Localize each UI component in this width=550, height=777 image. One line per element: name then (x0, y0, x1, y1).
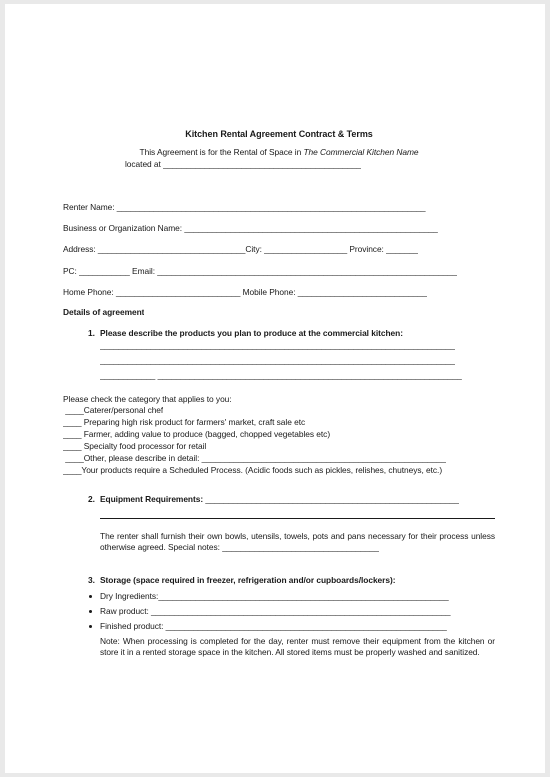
q2-answer-line[interactable]: _______________________________________________________ (205, 494, 459, 504)
category-option-high-risk[interactable]: ____ Preparing high risk product for farmers' market, craft sale etc (63, 417, 306, 427)
pc-email-field[interactable]: PC: ___________ Email: _________________________________________________________________ (63, 266, 457, 276)
category-option-farmer[interactable]: ____ Farmer, adding value to produce (bagged, chopped vegetables etc) (63, 429, 331, 439)
q2-line-row (100, 494, 459, 505)
document-title: Kitchen Rental Agreement Contract & Terms (185, 129, 373, 139)
category-prompt: Please check the category that applies to you: (63, 394, 232, 404)
phones-field[interactable]: Home Phone: ___________________________ Mobile Phone: ____________________________ (63, 287, 427, 297)
q2-label: Equipment Requirements: (100, 494, 206, 504)
q2-number: 2. (88, 494, 95, 504)
business-name-field[interactable]: Business or Organization Name: _______________________________________________________ (63, 223, 438, 233)
intro-kitchen-name: The Commercial Kitchen Name (303, 147, 419, 157)
bullet-icon (89, 625, 92, 628)
bullet-icon (89, 595, 92, 598)
q2-answer-rule (100, 518, 495, 519)
intro-prefix: This Agreement is for the Rental of Space in (139, 147, 304, 157)
storage-note: Note: When processing is completed for the day, renter must remove their equipment from the kitchen or store it in a rented storage space in the kitchen. All stored items must be properly washed and sanitized. (100, 636, 495, 657)
category-option-other[interactable]: ____Other, please describe in detail: _____________________________________________________ (63, 453, 446, 463)
q1-number: 1. (88, 328, 95, 338)
q1-answer-line[interactable]: _____________________________________________________________________________ (100, 340, 455, 350)
category-option-scheduled[interactable]: ____Your products require a Scheduled Process. (Acidic foods such as pickles, relishes, chutneys, etc.) (63, 465, 443, 475)
address-field[interactable]: Address: ________________________________City: __________________ Province: _______ (63, 244, 419, 254)
storage-dry-field[interactable]: Dry Ingredients:_______________________________________________________________ (100, 591, 449, 601)
q3-label: Storage (space required in freezer, refrigeration and/or cupboards/lockers): (100, 575, 396, 585)
document-page (5, 4, 545, 773)
storage-finished-field[interactable]: Finished product: _____________________________________________________________ (100, 621, 447, 631)
q2-note: The renter shall furnish their own bowls, utensils, towels, pots and pans necessary for their process unless otherwise agreed. Special notes: __________________________________ (100, 531, 495, 552)
category-option-caterer[interactable]: ____Caterer/personal chef (63, 405, 164, 415)
category-option-specialty[interactable]: ____ Specialty food processor for retail (63, 441, 207, 451)
q1-answer-line[interactable]: _____________________________________________________________________________ (100, 355, 455, 365)
q1-label: Please describe the products you plan to produce at the commercial kitchen: (100, 328, 403, 338)
q3-number: 3. (88, 575, 95, 585)
renter-name-field[interactable]: Renter Name: ___________________________________________________________________ (63, 202, 426, 212)
storage-raw-field[interactable]: Raw product: _________________________________________________________________ (100, 606, 451, 616)
details-heading: Details of agreement (63, 307, 145, 317)
intro-line (63, 147, 495, 158)
intro-location: located at ___________________________________________ (125, 159, 362, 169)
q1-answer-line[interactable]: ____________ __________________________________________________________________ (100, 370, 462, 380)
bullet-icon (89, 610, 92, 613)
